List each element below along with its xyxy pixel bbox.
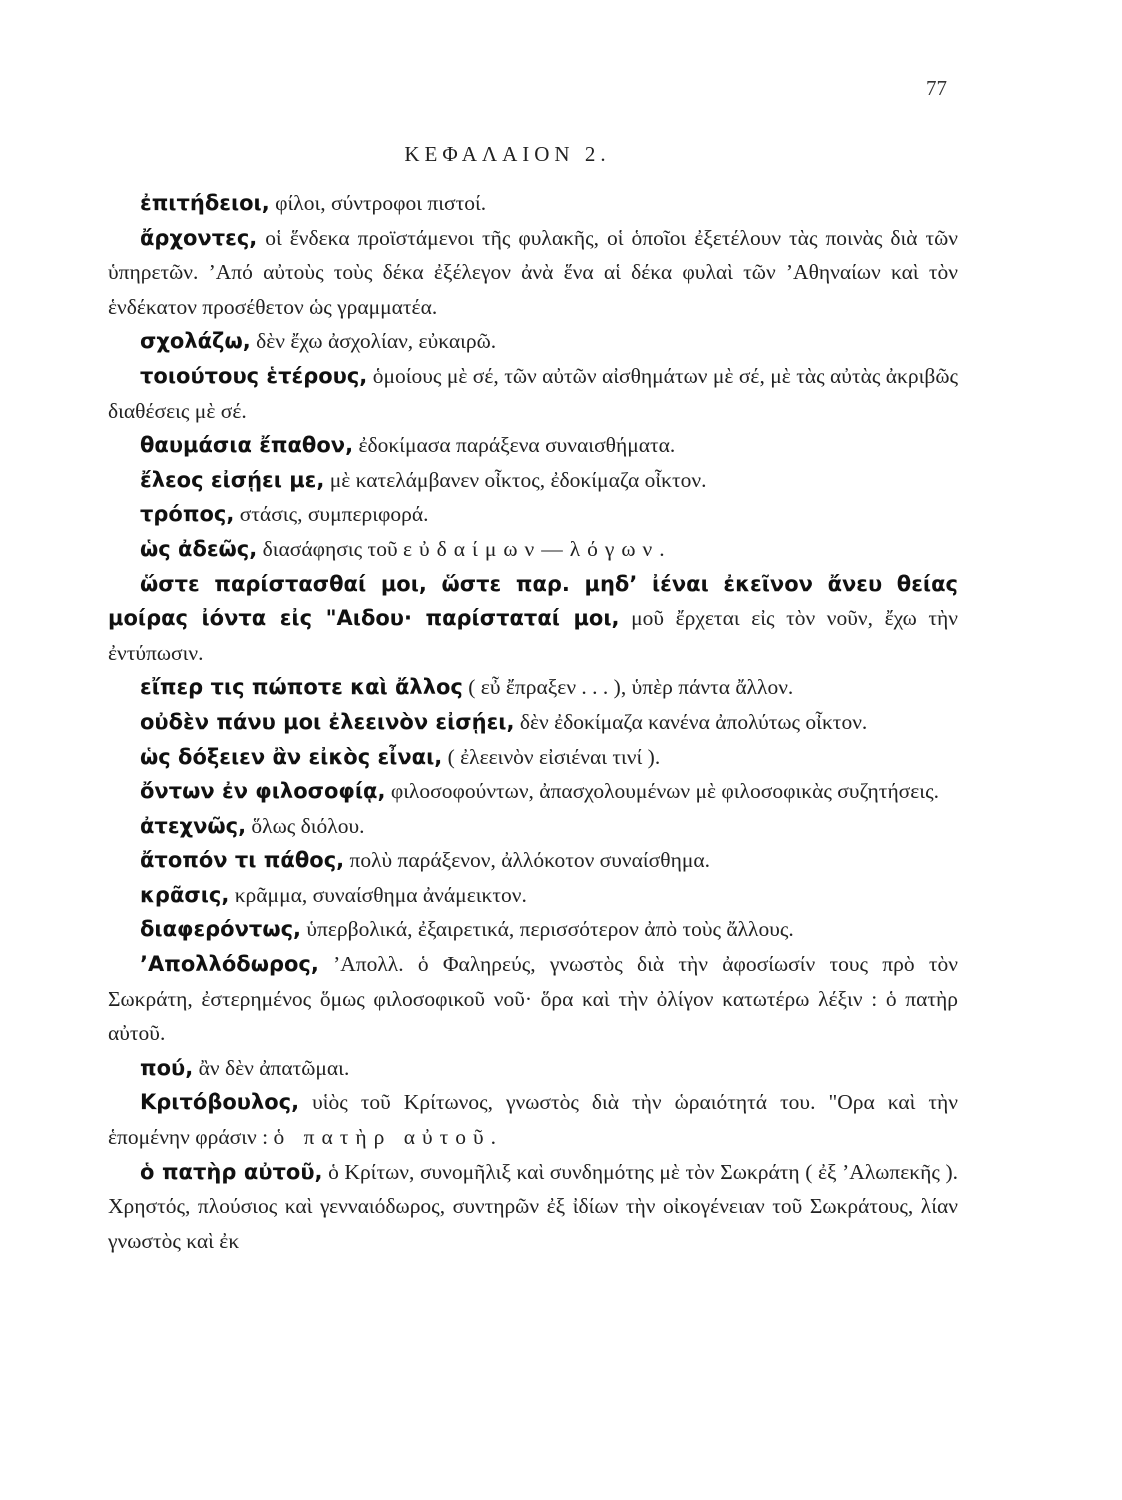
glossary-entry xyxy=(108,359,958,428)
glossary-term: ἀτεχνῶς, xyxy=(140,813,247,838)
glossary-entry xyxy=(108,186,958,221)
glossary-definition: δὲν ἔχω ἀσχολίαν, εὐκαιρῶ. xyxy=(256,329,497,354)
glossary-body xyxy=(108,186,958,1258)
glossary-term: ὥστε παρίστασθαί μοι, ὥστε παρ. μηδ’ ἰέναι ἐκεῖνον ἄνευ θείας μοίρας ἰόντα εἰς "Αιδου· παρίσταταί μοι, xyxy=(108,571,958,631)
glossary-entry xyxy=(108,947,958,1051)
glossary-term: ὁ πατὴρ αὐτοῦ, xyxy=(140,1159,323,1184)
glossary-term: οὐδὲν πάνυ μοι ἐλεεινὸν εἰσῄει, xyxy=(140,709,515,734)
glossary-definition: ὅλως διόλου. xyxy=(251,813,365,838)
glossary-term: ἄτοπόν τι πάθος, xyxy=(140,848,345,873)
glossary-definition: οἱ ἕνδεκα προϊστάμενοι τῆς φυλακῆς, οἱ ὁποῖοι ἐξετέλουν τὰς ποινὰς διὰ τῶν ὑπηρετῶν. ’Από αὐτοὺς τοὺς δέκα ἐξέλεγον ἀνὰ ἕνα αἱ δέκα φυλαὶ τῶν ’Αθηναίων καὶ τὸν ἑνδέκατον προσέθετον ὡς γραμματέα. xyxy=(108,225,958,319)
glossary-term: τοιούτους ἑτέρους, xyxy=(140,363,368,388)
glossary-entry xyxy=(108,324,958,359)
page-number: 77 xyxy=(926,76,947,100)
glossary-term: θαυμάσια ἔπαθον, xyxy=(140,433,354,458)
glossary-definition: ἐδοκίμασα παράξενα συναισθήματα. xyxy=(358,433,676,458)
glossary-entry xyxy=(108,463,958,498)
glossary-entry xyxy=(108,843,958,878)
glossary-term: σχολάζω, xyxy=(140,329,251,354)
glossary-definition: ὁμοίους μὲ σέ, τῶν αὐτῶν αἰσθημάτων μὲ σέ, μὲ τὰς αὐτὰς ἀκριβῶς διαθέσεις μὲ σέ. xyxy=(108,363,958,423)
glossary-definition: κρᾶμμα, συναίσθημα ἀνάμεικτον. xyxy=(234,882,527,907)
glossary-definition: ( ἐλεεινὸν εἰσιέναι τινί ). xyxy=(447,744,661,769)
glossary-definition: ( εὖ ἔπραξεν . . . ), ὑπὲρ πάντα ἄλλον. xyxy=(468,675,794,700)
glossary-term: πού, xyxy=(140,1055,194,1080)
glossary-term: ὡς ἀδεῶς, xyxy=(140,536,258,561)
glossary-term: Κριτόβουλος, xyxy=(140,1090,300,1115)
chapter-title: ΚΕΦΑΛΑΙΟΝ 2. xyxy=(404,142,611,166)
glossary-definition: διασάφησις τοῦ xyxy=(262,536,398,561)
glossary-entry xyxy=(108,221,958,325)
glossary-term: διαφερόντως, xyxy=(140,917,301,942)
glossary-entry xyxy=(108,567,958,671)
glossary-definition: υἱὸς τοῦ Κρίτωνος, γνωστὸς διὰ τὴν ὡραιότητά του. "Ορα καὶ τὴν ἑπομένην φράσιν : xyxy=(108,1090,959,1150)
glossary-definition: φίλοι, σύντροφοι πιστοί. xyxy=(275,191,487,215)
glossary-entry xyxy=(108,774,958,809)
glossary-term: ἄρχοντες, xyxy=(140,225,258,250)
glossary-definition: δὲν ἐδοκίμαζα κανένα ἀπολύτως οἶκτον. xyxy=(519,709,868,734)
glossary-entry xyxy=(108,740,958,775)
glossary-definition: μοῦ ἔρχεται εἰς τὸν νοῦν, ἔχω τὴν ἐντύπωσιν. xyxy=(108,606,959,665)
glossary-term: εἴπερ τις πώποτε καὶ ἄλλος xyxy=(140,675,463,700)
glossary-definition: μὲ κατελάμβανεν οἶκτος, ἐδοκίμαζα οἶκτον. xyxy=(329,467,707,492)
glossary-definition: ὁ Κρίτων, συνομῆλιξ καὶ συνδημότης μὲ τὸν Σωκράτη ( ἐξ ’Αλωπεκῆς ). Χρηστός, πλούσιος καὶ γενναιόδωρος, συντηρῶν ἐξ ἰδίων τὴν οἰκογένειαν τοῦ Σωκράτους, λίαν γνωστὸς καὶ ἐκ xyxy=(108,1159,958,1253)
glossary-entry xyxy=(108,532,958,567)
glossary-term: ὡς δόξειεν ἂν εἰκὸς εἶναι, xyxy=(140,744,443,769)
spaced-phrase: ὁ πατὴρ αὐτοῦ. xyxy=(273,1125,504,1150)
glossary-term: ἔλεος εἰσῄει με, xyxy=(140,467,325,492)
glossary-definition: φιλοσοφούντων, ἀπασχολουμένων μὲ φιλοσοφικὰς συζητήσεις. xyxy=(390,779,939,804)
glossary-definition: στάσις, συμπεριφορά. xyxy=(239,502,429,527)
glossary-term: τρόπος, xyxy=(140,502,235,527)
glossary-entry xyxy=(108,809,958,844)
glossary-entry xyxy=(108,1051,958,1086)
glossary-definition: ἂν δὲν ἀπατῶμαι. xyxy=(198,1055,350,1080)
glossary-entry xyxy=(108,1155,958,1259)
glossary-entry xyxy=(108,670,958,705)
glossary-entry xyxy=(108,878,958,913)
glossary-definition: πολὺ παράξενον, ἀλλόκοτον συναίσθημα. xyxy=(349,848,710,873)
glossary-entry xyxy=(108,497,958,532)
glossary-entry xyxy=(108,428,958,463)
glossary-term: ὄντων ἐν φιλοσοφίᾳ, xyxy=(140,779,386,804)
glossary-definition: ὑπερβολικά, ἐξαιρετικά, περισσότερον ἀπὸ τοὺς ἄλλους. xyxy=(306,917,794,942)
glossary-entry xyxy=(108,1085,958,1154)
glossary-term: ’Απολλόδωρος, xyxy=(140,952,319,977)
glossary-term: ἐπιτήδειοι, xyxy=(140,191,270,215)
glossary-definition: ’Απολλ. ὁ Φαληρεύς, γνωστὸς διὰ τὴν ἀφοσίωσίν τους πρὸ τὸν Σωκράτη, ἐστερημένος ὅμως φιλοσοφικοῦ νοῦ· ὅρα καὶ τὴν ὀλίγον κατωτέρω λέξιν : ὁ πατὴρ αὐτοῦ. xyxy=(108,952,958,1046)
glossary-term: κρᾶσις, xyxy=(140,882,230,907)
glossary-entry xyxy=(108,705,958,740)
spaced-phrase: εὐδαίμων—λόγων. xyxy=(402,536,672,561)
glossary-entry xyxy=(108,912,958,947)
